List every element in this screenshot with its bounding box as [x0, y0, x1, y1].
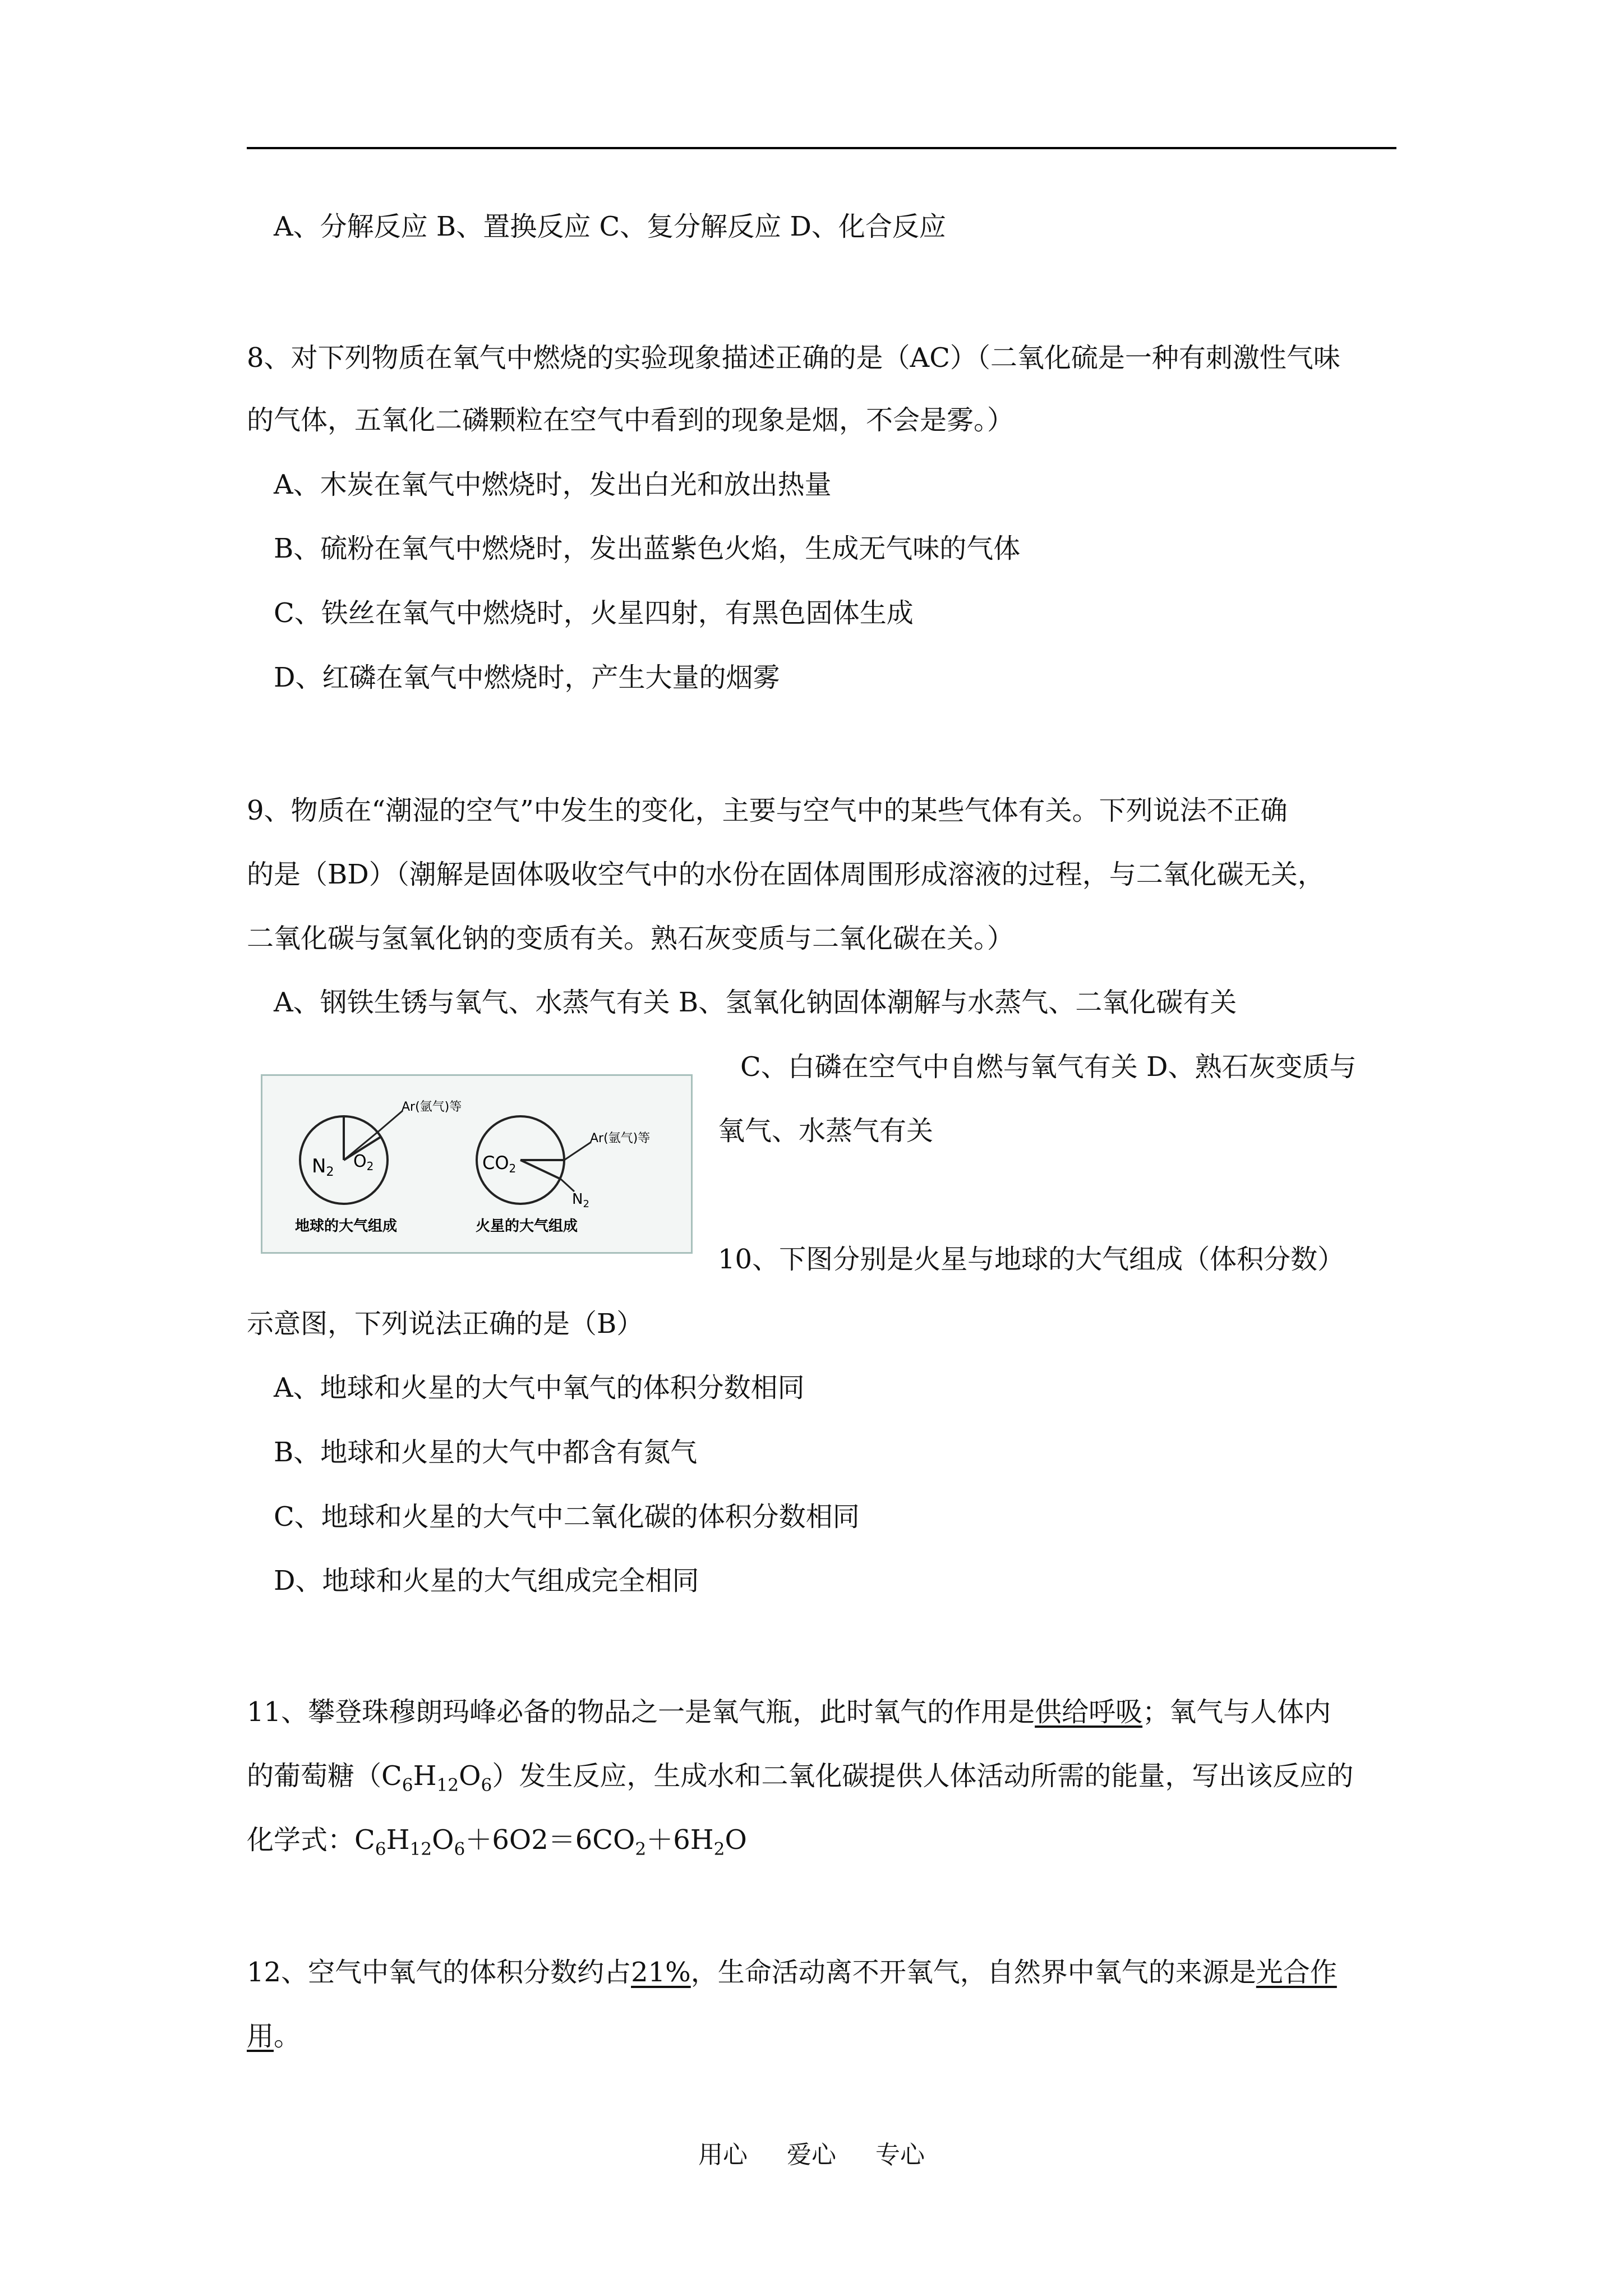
- q10-option-c: C、地球和火星的大气中二氧化碳的体积分数相同: [274, 1501, 860, 1533]
- footer-word-3: 专心: [875, 2141, 925, 2169]
- q10-option-b: B、地球和火星的大气中都含有氮气: [274, 1437, 698, 1468]
- q11-line-1: 11、攀登珠穆朗玛峰必备的物品之一是氧气瓶，此时氧气的作用是供给呼吸；氧气与人体内: [247, 1696, 1331, 1728]
- atmosphere-composition-figure: [261, 1074, 693, 1254]
- q10-stem-1: 10、下图分别是火星与地球的大气组成（体积分数）: [718, 1244, 1345, 1275]
- q8-stem-2: 的气体，五氧化二磷颗粒在空气中看到的现象是烟，不会是雾。）: [247, 404, 1015, 436]
- page-footer: [0, 2134, 1623, 2170]
- q11-line-2: 的葡萄糖$(C_6H_{12}O_6)$发生反应，生成水和二氧化碳提供人体活动所需的能量，写出该反应的: [247, 1760, 1354, 1796]
- q8-stem-1: 8、对下列物质在氧气中燃烧的实验现象描述正确的是（AC）（二氧化硫是一种有刺激性气味: [247, 342, 1340, 374]
- footer-word-1: 用心: [698, 2141, 748, 2169]
- mars-n2-label: $N_2$: [572, 1191, 589, 1210]
- q7-options: A、分解反应 B、置换反应 C、复分解反应 D、化合反应: [274, 211, 946, 242]
- q9-stem-3: 二氧化碳与氢氧化钠的变质有关。熟石灰变质与二氧化碳在关。）: [247, 923, 1015, 954]
- q9-options-cd-2: 氧气、水蒸气有关: [718, 1115, 934, 1147]
- mars-pie: [476, 1116, 650, 1235]
- footer-word-2: 爱心: [787, 2141, 836, 2169]
- q12-answer-2b: 用: [247, 2021, 274, 2052]
- q9-stem-2: 的是（BD）（潮解是固体吸收空气中的水份在固体周围形成溶液的过程，与二氧化碳无关，: [247, 859, 1325, 890]
- q9-stem-1: 9、物质在“潮湿的空气”中发生的变化，主要与空气中的某些气体有关。下列说法不正确: [247, 795, 1288, 826]
- q12-line-2: 用。: [247, 2021, 301, 2052]
- earth-ar-label: Ar(氩气)等: [402, 1100, 462, 1114]
- q11-answer-1: 供给呼吸: [1035, 1696, 1143, 1728]
- earth-n2-label: N2: [312, 1155, 334, 1179]
- header-rule: [247, 147, 1396, 149]
- q10-option-d: D、地球和火星的大气组成完全相同: [274, 1565, 699, 1596]
- q8-option-d: D、红磷在氧气中燃烧时，产生大量的烟雾: [274, 662, 780, 693]
- earth-pie: [295, 1100, 462, 1235]
- earth-caption: 地球的大气组成: [295, 1218, 398, 1235]
- q12-answer-1: 21%: [631, 1957, 691, 1988]
- q10-stem-2: 示意图，下列说法正确的是（B）: [247, 1308, 644, 1340]
- mars-co2-label: CO2: [482, 1152, 517, 1175]
- q10-option-a: A、地球和火星的大气中氧气的体积分数相同: [274, 1372, 805, 1404]
- earth-o2-label: $O_2$: [353, 1152, 374, 1173]
- mars-ar-label: Ar(氩气)等: [590, 1131, 651, 1145]
- q8-option-c: C、铁丝在氧气中燃烧时，火星四射，有黑色固体生成: [274, 597, 914, 629]
- q12-answer-2a: 光合作: [1256, 1957, 1337, 1988]
- pie-diagrams: [262, 1076, 691, 1252]
- q8-option-b: B、硫粉在氧气中燃烧时，发出蓝紫色火焰，生成无气味的气体: [274, 533, 1021, 564]
- q12-line-1: 12、空气中氧气的体积分数约占21%，生命活动离不开氧气，自然界中氧气的来源是光合作: [247, 1957, 1337, 1988]
- q8-option-a: A、木炭在氧气中燃烧时，发出白光和放出热量: [274, 469, 832, 500]
- q9-options-ab: A、钢铁生锈与氧气、水蒸气有关 B、氢氧化钠固体潮解与水蒸气、二氧化碳有关: [274, 987, 1237, 1018]
- mars-caption: 火星的大气组成: [476, 1218, 578, 1235]
- q9-options-cd-1: C、白磷在空气中自燃与氧气有关 D、熟石灰变质与: [740, 1051, 1357, 1083]
- q11-line-3: 化学式：$C_6H_{12}O_6+6O2=6CO_2+6H_2O$: [247, 1824, 747, 1860]
